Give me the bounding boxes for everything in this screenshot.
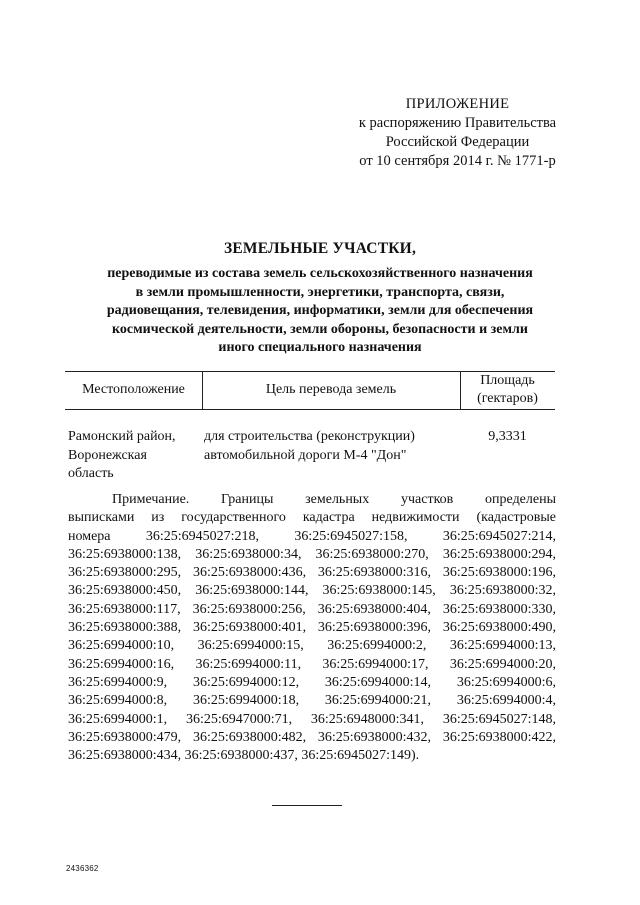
purpose-line: автомобильной дороги М-4 "Дон": [204, 447, 407, 463]
document-subtitle: [60, 265, 580, 358]
note-line: 36:25:6994000:9, 36:25:6994000:12, 36:25:6994000:14, 36:25:6994000:6,: [68, 674, 556, 690]
note-line: 36:25:6994000:10, 36:25:6994000:15, 36:25:6994000:2, 36:25:6994000:13,: [68, 638, 556, 654]
note-line: 36:25:6994000:1, 36:25:6947000:71, 36:25:6948000:341, 36:25:6945027:148,: [68, 711, 556, 727]
cell-purpose: [204, 428, 460, 465]
note-line: 36:25:6938000:450, 36:25:6938000:144, 36:25:6938000:145, 36:25:6938000:32,: [68, 583, 556, 599]
note-line: 36:25:6938000:295, 36:25:6938000:436, 36:25:6938000:316, 36:25:6938000:196,: [68, 565, 556, 581]
subtitle-line: переводимые из состава земель сельскохозяйственного назначения: [107, 266, 533, 281]
subtitle-line: в земли промышленности, энергетики, транспорта, связи,: [135, 284, 505, 300]
appendix-reference-line: Российской Федерации: [385, 134, 530, 150]
note-line: 36:25:6994000:8, 36:25:6994000:18, 36:25:6994000:21, 36:25:6994000:4,: [68, 693, 556, 709]
appendix-reference-line: к распоряжению Правительства: [358, 115, 557, 131]
appendix-date-line: от 10 сентября 2014 г. № 1771-р: [359, 153, 556, 169]
header-area: [460, 372, 555, 408]
note-line: Примечание. Границы земельных участков определены: [112, 492, 556, 507]
subtitle-line: радиовещания, телевидения, информатики, земли для обеспечения: [106, 303, 534, 318]
header-location: Местоположение: [82, 382, 185, 397]
appendix-header: [340, 95, 575, 171]
note-line: номера 36:25:6945027:218, 36:25:6945027:158, 36:25:6945027:214,: [68, 528, 556, 544]
note-line: выписками из государственного кадастра недвижимости (кадастровые: [68, 510, 556, 526]
note-line: 36:25:6994000:16, 36:25:6994000:11, 36:25:6994000:17, 36:25:6994000:20,: [68, 656, 556, 672]
note-line: 36:25:6938000:479, 36:25:6938000:482, 36:25:6938000:432, 36:25:6938000:422,: [68, 729, 556, 745]
end-of-document-rule: [272, 805, 342, 806]
header-area-line: Площадь: [480, 373, 535, 388]
document-title: ЗЕМЕЛЬНЫЕ УЧАСТКИ,: [223, 240, 417, 257]
location-line: Воронежская: [68, 447, 147, 463]
location-line: Рамонский район,: [68, 429, 176, 444]
subtitle-line: иного специального назначения: [218, 340, 422, 355]
note-line: 36:25:6938000:117, 36:25:6938000:256, 36:25:6938000:404, 36:25:6938000:330,: [68, 601, 556, 617]
note-line: 36:25:6938000:138, 36:25:6938000:34, 36:25:6938000:270, 36:25:6938000:294,: [68, 546, 556, 562]
document-number: 2436362: [66, 864, 99, 873]
cell-location: [68, 428, 203, 484]
note-line: 36:25:6938000:434, 36:25:6938000:437, 36:25:6945027:149).: [68, 748, 420, 764]
subtitle-line: космической деятельности, земли обороны, безопасности и земли: [112, 321, 528, 337]
table-header-bottom-rule: [65, 409, 555, 410]
header-purpose: Цель перевода земель: [265, 382, 397, 397]
note-paragraph: [68, 491, 556, 765]
cell-area: 9,3331: [488, 429, 527, 444]
appendix-label: ПРИЛОЖЕНИЕ: [405, 96, 510, 112]
purpose-line: для строительства (реконструкции): [204, 429, 415, 444]
header-area-unit: (гектаров): [477, 391, 538, 406]
location-line: область: [68, 466, 114, 481]
note-line: 36:25:6938000:388, 36:25:6938000:401, 36:25:6938000:396, 36:25:6938000:490,: [68, 620, 556, 636]
